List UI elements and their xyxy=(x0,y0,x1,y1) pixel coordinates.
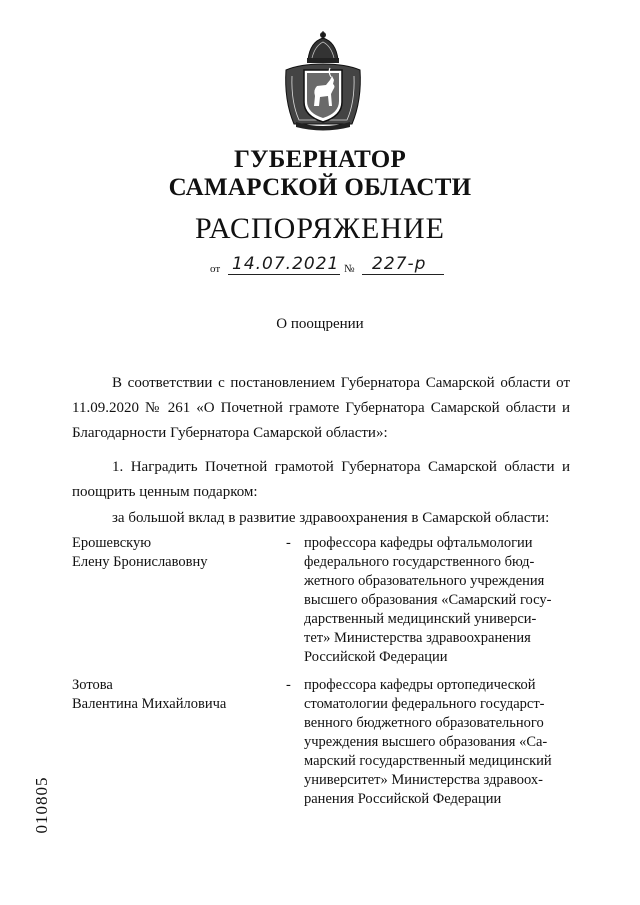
entry-dash: - xyxy=(286,677,291,693)
position-line: учреждения высшего образования «Са- xyxy=(304,734,548,750)
org-title-line1: ГУБЕРНАТОР xyxy=(233,146,407,173)
awardee-given-names: Елену Брониславовну xyxy=(72,554,208,570)
position-line: дарственный медицинский универси- xyxy=(304,611,537,627)
awardee-surname: Ерошевскую xyxy=(72,535,152,551)
date-number-line xyxy=(206,252,446,278)
awardee-surname: Зотова xyxy=(72,677,113,693)
document-subject: О поощрении xyxy=(276,316,364,332)
side-serial-number xyxy=(30,766,54,844)
date-underline xyxy=(228,274,340,275)
awardee-name xyxy=(72,534,272,572)
number-label: № xyxy=(344,263,355,275)
date-handwritten: 14.07.2021 xyxy=(232,254,340,274)
position-line: марский государственный медицинский xyxy=(304,753,552,769)
position-line: стоматологии федерального государст- xyxy=(304,696,545,712)
awardee-name xyxy=(72,676,272,714)
position-line: жетного образовательного учреждения xyxy=(304,573,545,589)
clause-1-paragraph: 1. Наградить Почетной грамотой Губернатора Самарской области и поощрить ценным подарком: xyxy=(72,459,570,500)
org-title-line2: САМАРСКОЙ ОБЛАСТИ xyxy=(168,174,472,201)
date-from-label: от xyxy=(210,263,221,275)
side-serial-number-text: 010805 xyxy=(32,776,51,834)
position-line: профессора кафедры офтальмологии xyxy=(304,535,533,551)
position-line: высшего образования «Самарский госу- xyxy=(304,592,552,608)
entry-dash: - xyxy=(286,535,291,551)
preamble-paragraph: В соответствии с постановлением Губернатора Самарской области от 11.09.2020 № 261 «О Почетной грамоте Губернатора Самарской области и Благодарности Губернатора Самарской области»: xyxy=(72,375,570,441)
awardee-position xyxy=(304,534,570,667)
document-type-title: РАСПОРЯЖЕНИЕ xyxy=(194,212,446,245)
position-line: Российской Федерации xyxy=(304,649,448,665)
number-handwritten: 227-р xyxy=(372,254,427,274)
awardee-given-names: Валентина Михайловича xyxy=(72,696,227,712)
position-line: федерального государственного бюд- xyxy=(304,554,535,570)
number-underline xyxy=(362,274,444,275)
awardee-position xyxy=(304,676,570,809)
position-line: университет» Министерства здравоох- xyxy=(304,772,544,788)
position-line: тет» Министерства здравоохранения xyxy=(304,630,531,646)
position-line: венного бюджетного образовательного xyxy=(304,715,544,731)
award-reason-paragraph: за большой вклад в развитие здравоохранения в Самарской области: xyxy=(112,510,550,526)
position-line: профессора кафедры ортопедической xyxy=(304,677,536,693)
position-line: ранения Российской Федерации xyxy=(304,791,502,807)
samara-region-coat-of-arms-icon xyxy=(282,30,364,132)
